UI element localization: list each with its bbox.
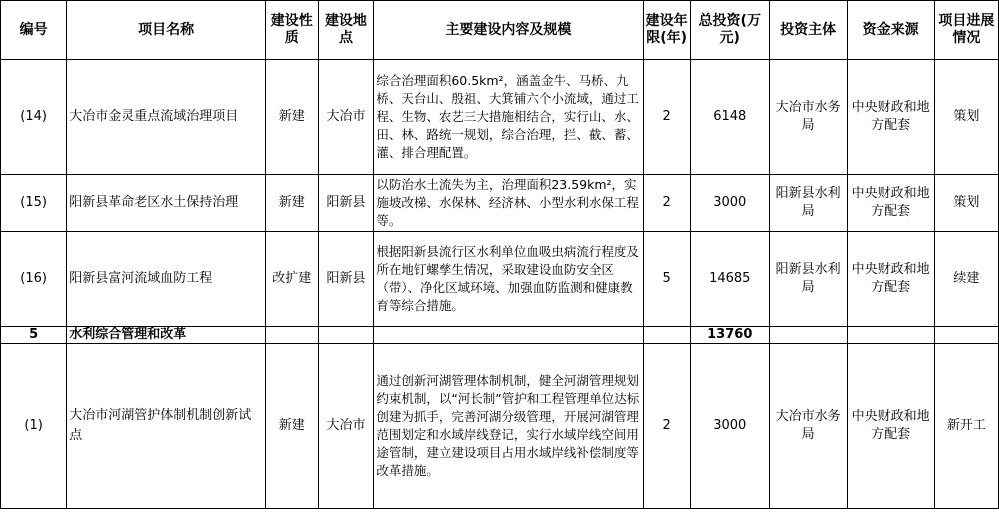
header-location: 建设地点 (318, 1, 374, 60)
section-empty-cell (318, 327, 374, 344)
table-row (1, 232, 999, 327)
row-investment: 14685 (690, 232, 769, 327)
table-row (1, 175, 999, 232)
section-no: 5 (1, 327, 67, 344)
row-name: 阳新县富河流域血防工程 (67, 232, 266, 327)
row-investor: 阳新县水利局 (769, 175, 847, 232)
table-row (1, 60, 999, 175)
section-empty-cell (643, 327, 690, 344)
header-funding: 资金来源 (847, 1, 934, 60)
row-nature: 新建 (266, 175, 319, 232)
row-progress: 策划 (934, 60, 998, 175)
row-investment: 6148 (690, 60, 769, 175)
row-funding: 中央财政和地方配套 (847, 175, 934, 232)
row-investor: 阳新县水利局 (769, 232, 847, 327)
section-empty-cell (847, 327, 934, 344)
section-name: 水利综合管理和改革 (67, 327, 266, 344)
row-years: 2 (643, 175, 690, 232)
row-location: 大冶市 (318, 60, 374, 175)
row-years: 5 (643, 232, 690, 327)
row-investor: 大冶市水务局 (769, 344, 847, 509)
row-nature: 新建 (266, 60, 319, 175)
row-funding: 中央财政和地方配套 (847, 60, 934, 175)
row-location: 阳新县 (318, 175, 374, 232)
section-investment: 13760 (690, 327, 769, 344)
section-row (1, 327, 999, 344)
row-years: 2 (643, 344, 690, 509)
header-nature: 建设性质 (266, 1, 319, 60)
row-content: 根据阳新县流行区水利单位血吸虫病流行程度及所在地钉螺孳生情况，采取建设血防安全区（带）、净化区域环境、加强血防监测和健康教育等综合措施。 (374, 232, 643, 327)
section-empty-cell (374, 327, 643, 344)
row-nature: 新建 (266, 344, 319, 509)
row-no: (16) (1, 232, 67, 327)
row-investment: 3000 (690, 175, 769, 232)
row-content: 通过创新河湖管理体制机制，健全河湖管理规划约束机制，以“河长制”管护和工程管理单位达标创建为抓手，完善河湖分级管理，开展河湖管理范围划定和水域岸线登记，实行水域岸线空间用途管制，建立建设项目占用水域岸线补偿制度等改革措施。 (374, 344, 643, 509)
section-empty-cell (266, 327, 319, 344)
header-years: 建设年限(年) (643, 1, 690, 60)
row-no: (15) (1, 175, 67, 232)
header-progress: 项目进展情况 (934, 1, 998, 60)
row-years: 2 (643, 60, 690, 175)
section-empty-cell (769, 327, 847, 344)
row-content: 以防治水土流失为主，治理面积23.59km²，实施坡改梯、水保林、经济林、小型水利水保工程等。 (374, 175, 643, 232)
row-funding: 中央财政和地方配套 (847, 344, 934, 509)
header-content: 主要建设内容及规模 (374, 1, 643, 60)
section-empty-cell (934, 327, 998, 344)
row-no: (14) (1, 60, 67, 175)
row-progress: 策划 (934, 175, 998, 232)
header-investor: 投资主体 (769, 1, 847, 60)
header-name: 项目名称 (67, 1, 266, 60)
row-progress: 新开工 (934, 344, 998, 509)
row-location: 阳新县 (318, 232, 374, 327)
row-no: (1) (1, 344, 67, 509)
row-location: 大冶市 (318, 344, 374, 509)
table-row (1, 344, 999, 509)
row-name: 阳新县革命老区水土保持治理 (67, 175, 266, 232)
row-progress: 续建 (934, 232, 998, 327)
row-content: 综合治理面积60.5km²，涵盖金牛、马桥、九桥、天台山、殷祖、大箕铺六个小流域，通过工程、生物、农艺三大措施相结合，实行山、水、田、林、路统一规划，综合治理，拦、截、蓄、灌、排合理配置。 (374, 60, 643, 175)
header-no: 编号 (1, 1, 67, 60)
row-investor: 大冶市水务局 (769, 60, 847, 175)
row-name: 大冶市河湖管护体制机制创新试点 (67, 344, 266, 509)
row-investment: 3000 (690, 344, 769, 509)
row-name: 大冶市金灵重点流域治理项目 (67, 60, 266, 175)
row-nature: 改扩建 (266, 232, 319, 327)
row-funding: 中央财政和地方配套 (847, 232, 934, 327)
header-investment: 总投资(万元) (690, 1, 769, 60)
header-row (1, 1, 999, 60)
